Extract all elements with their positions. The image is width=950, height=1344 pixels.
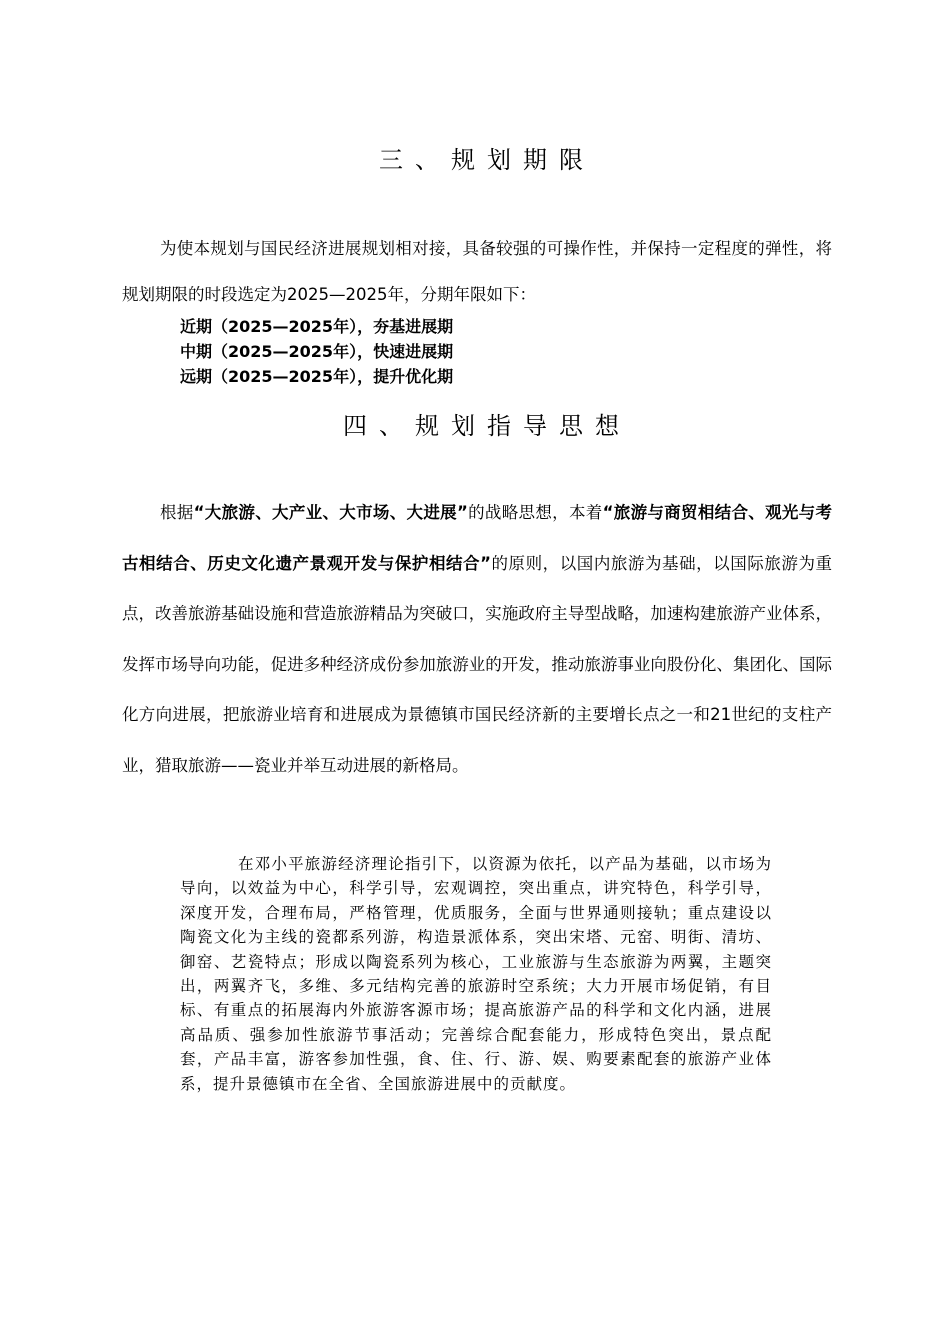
para-prefix: 根据	[160, 503, 194, 522]
period-list	[180, 314, 453, 389]
para-rest: 的原则，以国内旅游为基础，以国际旅游为重点，改善旅游基础设施和营造旅游精品为突破口，实施政府主导型战略，加速构建旅游产业体系，发挥市场导向功能，促进多种经济成份参加旅游业的开发，推动旅游事业向股份化、集团化、国际化方向进展，把旅游业培育和进展成为景德镇市国民经济新的主要增长点之一和21世纪的支柱产业，猎取旅游——瓷业并举互动进展的新格局。	[122, 553, 832, 775]
period-near-term: 近期（2025—2025年），夯基进展期	[180, 317, 454, 336]
period-mid-term: 中期（2025—2025年），快速进展期	[180, 342, 454, 361]
guiding-ideology-paragraph	[122, 488, 832, 791]
section-3-title: 三、规划期限	[379, 146, 595, 174]
strategy-quote: “大旅游、大产业、大市场、大进展”	[193, 503, 468, 522]
principle-quote: “旅游与商贸相结合、观光与考古相结合、历史文化遗产景观开发与保护相结合”	[122, 503, 832, 573]
planning-period-paragraph: 为使本规划与国民经济进展规划相对接，具备较强的可操作性，并保持一定程度的弹性，将规划期限的时段选定为2025—2025年，分期年限如下：	[122, 239, 832, 304]
para-mid: 的战略思想，本着	[467, 503, 603, 522]
period-long-term: 远期（2025—2025年），提升优化期	[180, 367, 454, 386]
guiding-principle-block: 在邓小平旅游经济理论指引下，以资源为依托，以产品为基础，以市场为导向，以效益为中心，科学引导，宏观调控，突出重点，讲究特色，科学引导，深度开发，合理布局，严格管理，优质服务，全面与世界通则接轨；重点建设以陶瓷文化为主线的瓷都系列游，构造景派体系，突出宋塔、元窑、明街、清坊、御窑、艺瓷特点；形成以陶瓷系列为核心，工业旅游与生态旅游为两翼，主题突出，两翼齐飞，多维、多元结构完善的旅游时空系统；大力开展市场促销，有目标、有重点的拓展海内外旅游客源市场；提高旅游产品的科学和文化内涵，进展高品质、强参加性旅游节事活动；完善综合配套能力，形成特色突出，景点配套，产品丰富，游客参加性强，食、住、行、游、娱、购要素配套的旅游产业体系，提升景德镇市在全省、全国旅游进展中的贡献度。	[180, 855, 772, 1093]
section-4-title: 四、规划指导思想	[343, 412, 631, 440]
